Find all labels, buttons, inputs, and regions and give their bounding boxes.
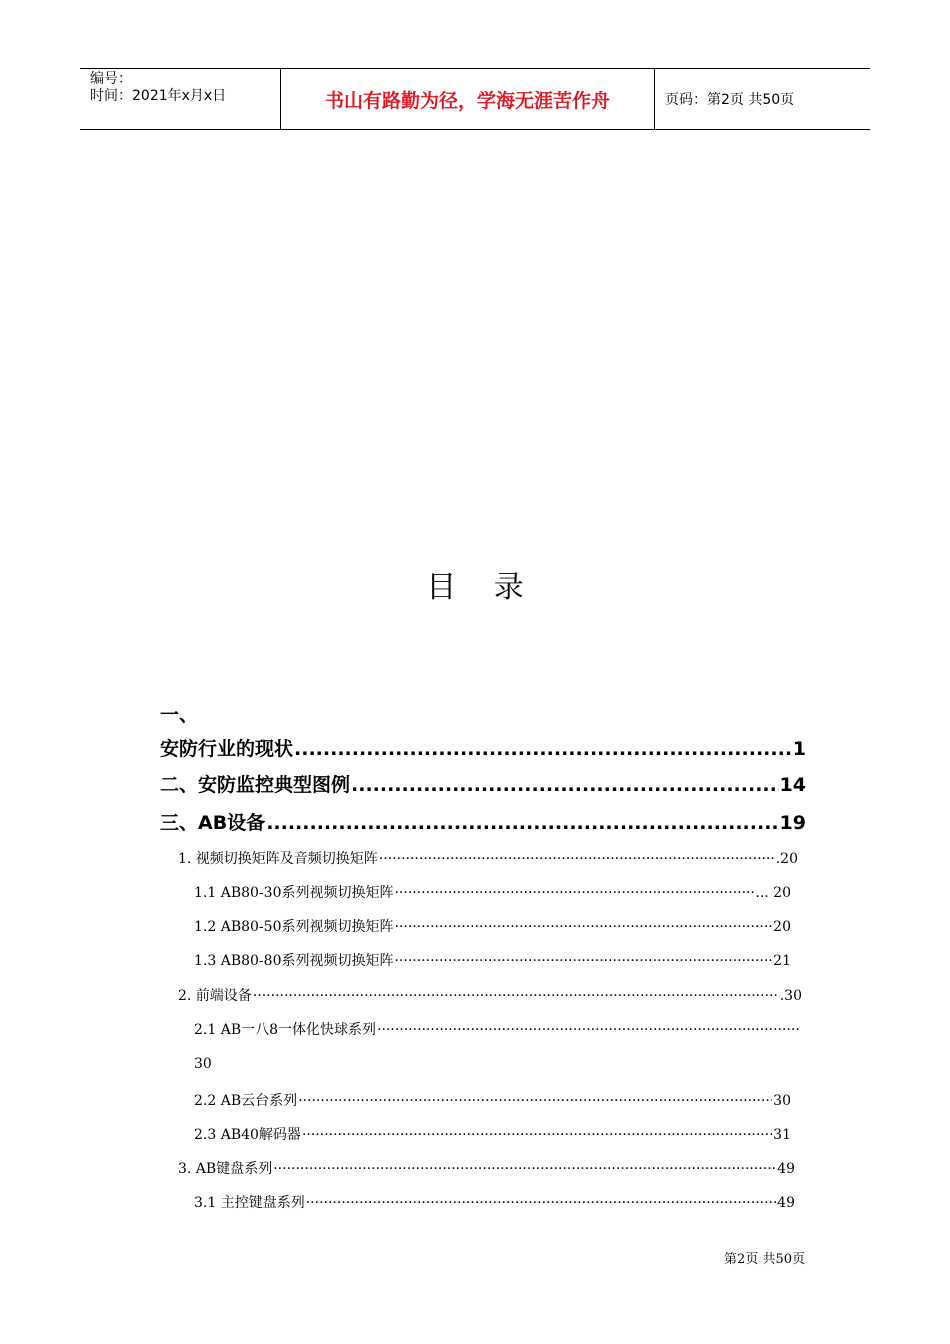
toc-leader — [302, 1127, 772, 1143]
toc-item[interactable] — [194, 916, 791, 936]
toc-item-page: .30 — [779, 988, 802, 1004]
toc-item[interactable] — [194, 1124, 791, 1144]
toc-leader — [394, 953, 772, 969]
toc-item-text: 2.2 AB云台系列 — [194, 1093, 298, 1109]
toc-item[interactable] — [194, 1019, 800, 1039]
page-footer: 第2页 共50页 — [724, 1252, 805, 1267]
toc-entry-page: 19 — [779, 812, 806, 834]
toc-item-text: 3. AB键盘系列 — [178, 1161, 273, 1177]
toc-entry-text: 三、AB设备 — [160, 812, 266, 834]
toc-item-text: 2.3 AB40解码器 — [194, 1127, 301, 1143]
toc-leader — [394, 885, 754, 901]
toc-leader — [306, 1195, 776, 1211]
page-header — [80, 68, 870, 130]
toc-item[interactable] — [178, 1158, 795, 1178]
toc-item-text: 1.3 AB80-80系列视频切换矩阵 — [194, 953, 394, 969]
number-label: 编号： — [90, 71, 132, 87]
toc-item-text: 30 — [194, 1056, 212, 1072]
toc-item[interactable] — [194, 1192, 795, 1212]
toc-leader — [351, 774, 779, 796]
toc-item-page: 30 — [773, 1093, 791, 1109]
toc-leader — [379, 851, 775, 867]
toc-item-page: .20 — [775, 851, 798, 867]
toc-item-text: 1. 视频切换矩阵及音频切换矩阵 — [178, 851, 378, 867]
toc-leader — [266, 812, 778, 834]
toc-item-page: 21 — [773, 953, 791, 969]
header-page-info: 页码：第2页 共50页 — [665, 92, 795, 108]
toc-item-text: 2.1 AB一八8一体化快球系列 — [194, 1022, 377, 1038]
toc-item-continuation — [194, 1056, 212, 1072]
toc-item[interactable] — [194, 950, 791, 970]
toc-leader — [294, 738, 792, 760]
toc-item-text: 1.2 AB80-50系列视频切换矩阵 — [194, 919, 394, 935]
toc-entry-1[interactable] — [160, 734, 806, 761]
toc-entry-page: 14 — [779, 774, 806, 796]
toc-item-page: 49 — [777, 1161, 795, 1177]
toc-item[interactable] — [194, 1090, 791, 1110]
toc-entry-text: 安防行业的现状 — [160, 738, 294, 760]
toc-entry-page: 1 — [792, 738, 806, 760]
toc-item[interactable] — [194, 882, 791, 902]
toc-title: 目 录 — [426, 570, 538, 605]
toc-entry-1-prefix: 一、 — [160, 704, 199, 726]
toc-item-page: ... 20 — [755, 885, 791, 901]
toc-leader — [298, 1093, 772, 1109]
header-meta — [80, 69, 281, 129]
toc-entry-3[interactable] — [160, 808, 806, 835]
toc-item-text: 3.1 主控键盘系列 — [194, 1195, 305, 1211]
toc-item[interactable] — [178, 985, 802, 1005]
toc-item-text: 2. 前端设备 — [178, 988, 252, 1004]
toc-item-page: 31 — [773, 1127, 791, 1143]
toc-entry-text: 二、安防监控典型图例 — [160, 774, 351, 796]
toc-leader — [377, 1022, 799, 1038]
toc-leader — [253, 988, 779, 1004]
header-motto: 书山有路勤为径，学海无涯苦作舟 — [281, 69, 655, 129]
toc-item-page: 49 — [777, 1195, 795, 1211]
toc-leader — [394, 919, 772, 935]
toc-entry-2[interactable] — [160, 770, 806, 797]
toc-item-text: 1.1 AB80-30系列视频切换矩阵 — [194, 885, 394, 901]
toc-leader — [273, 1161, 776, 1177]
time-label: 时间：2021年x月x日 — [90, 88, 227, 104]
toc-item[interactable] — [178, 848, 798, 868]
toc-item-page: 20 — [773, 919, 791, 935]
